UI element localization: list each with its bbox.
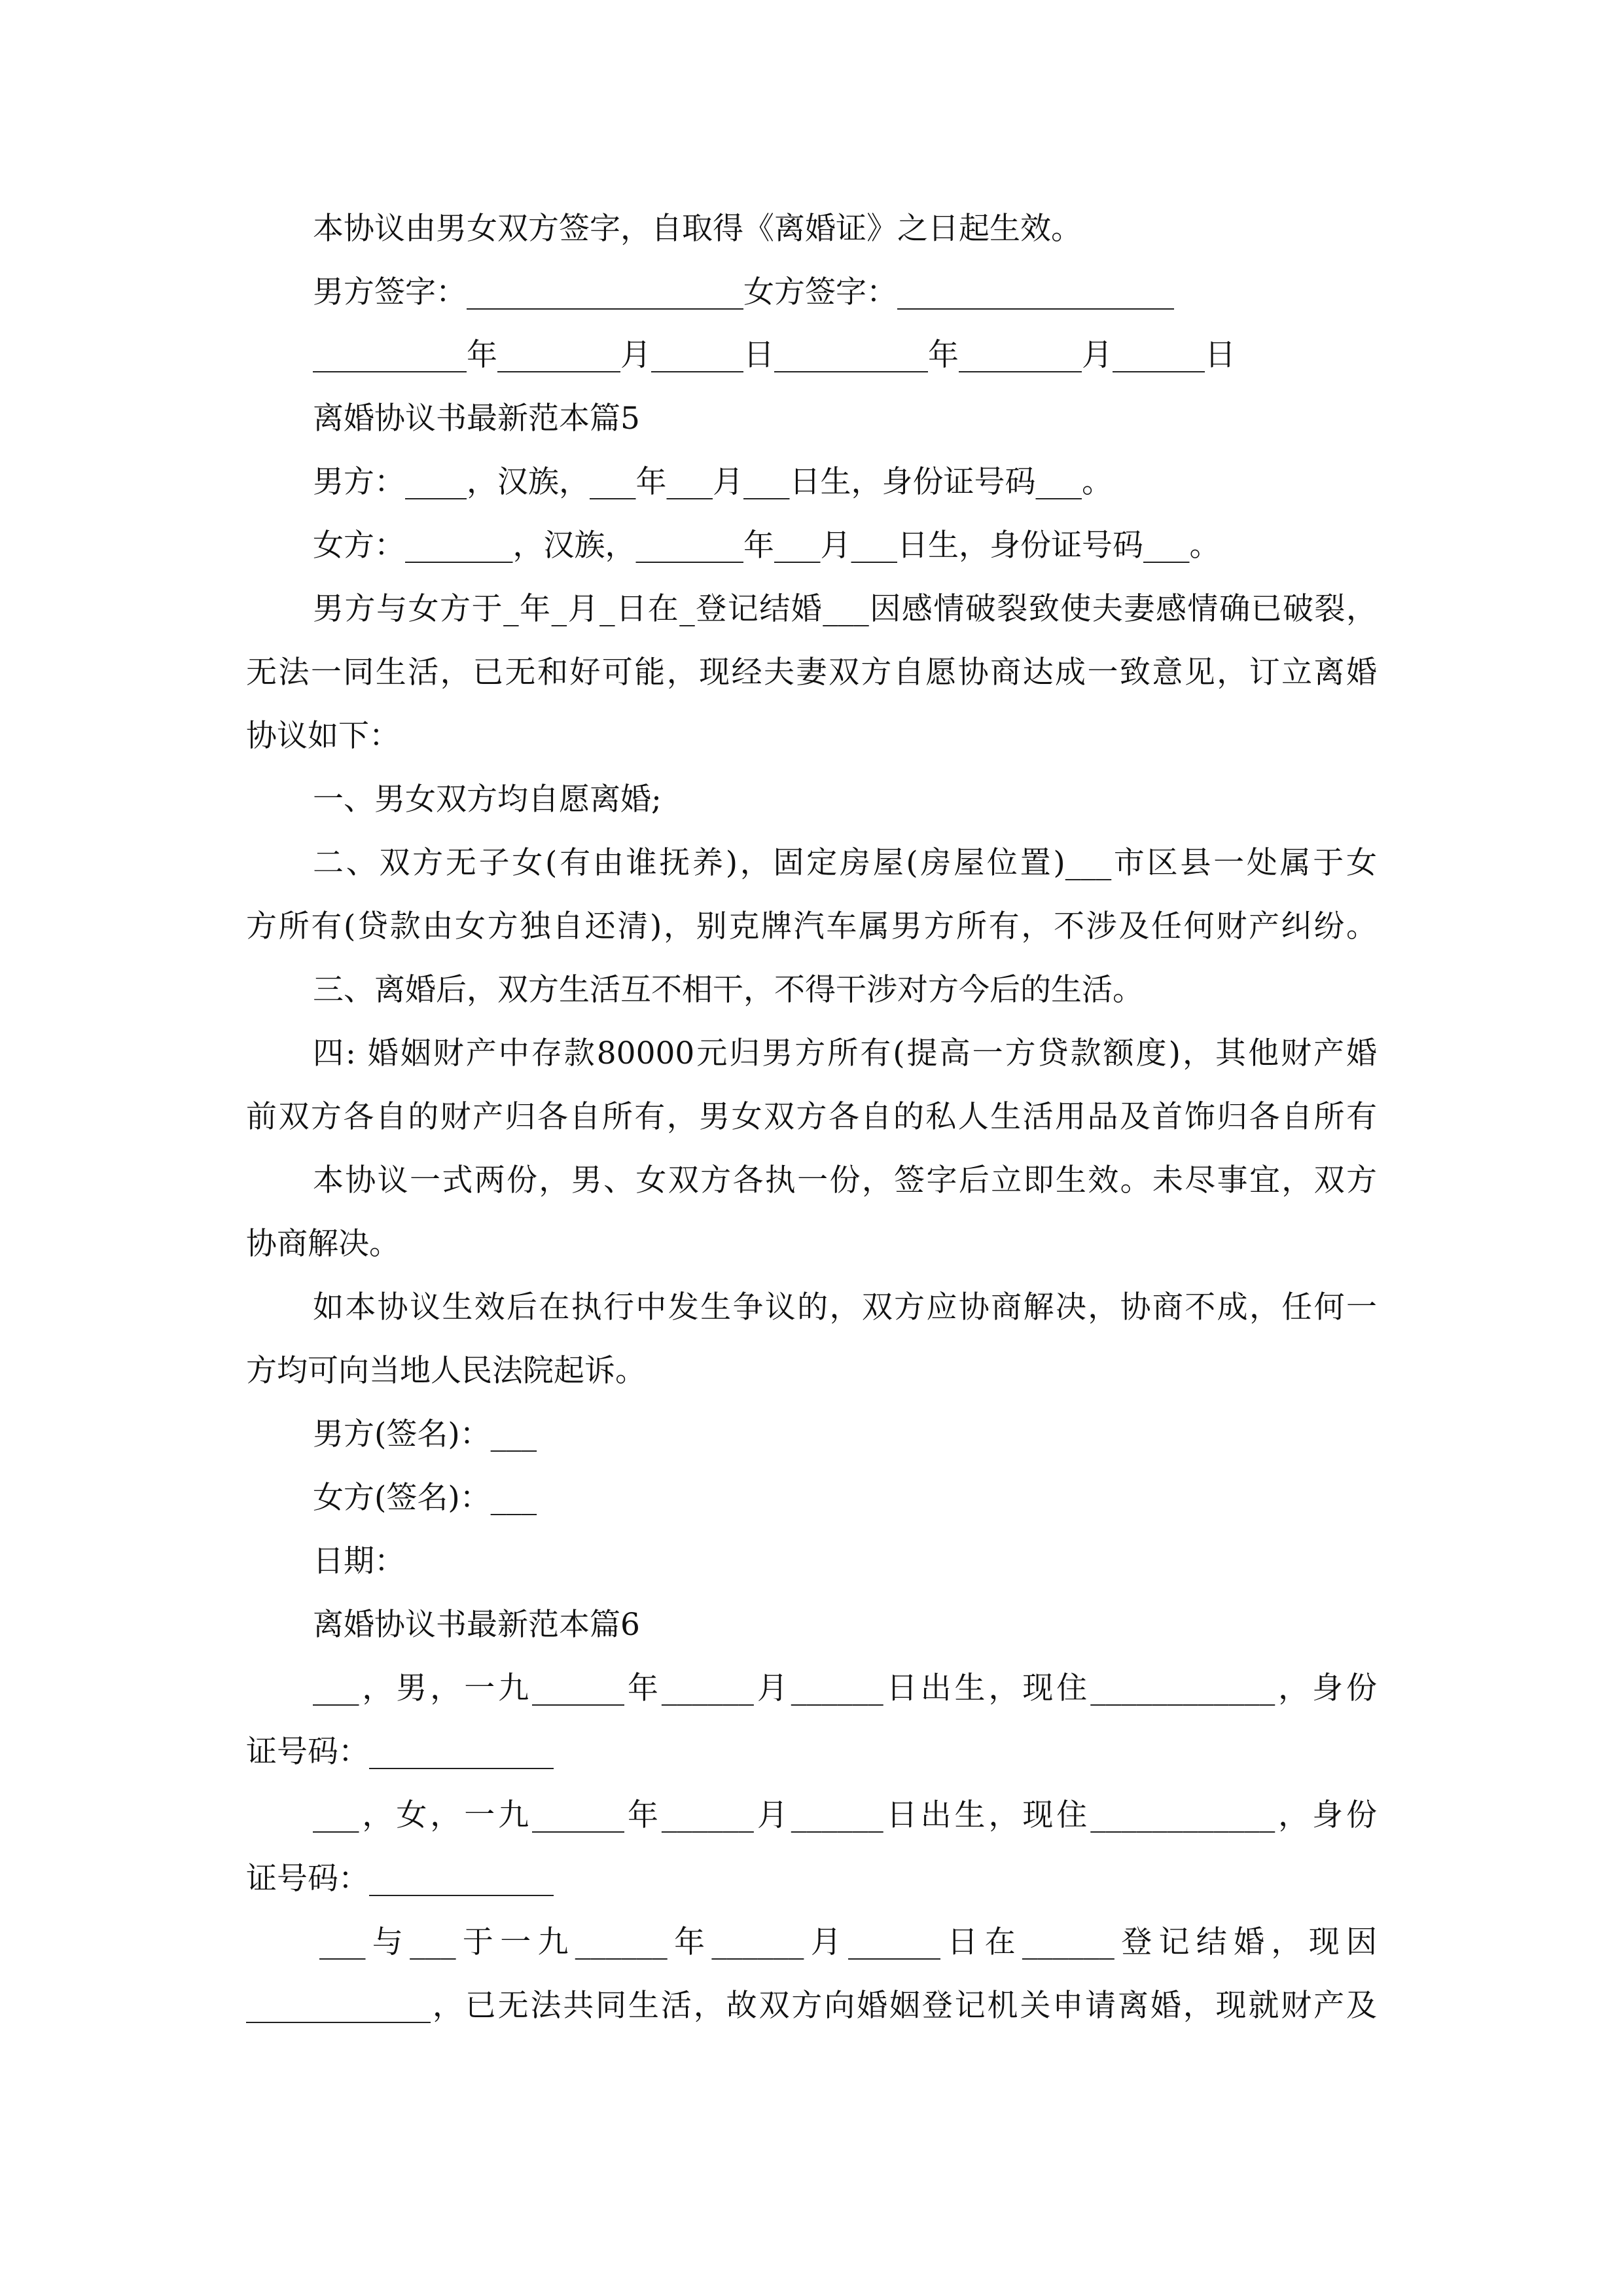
dispute-clause-cont: 方均可向当地人民法院起诉。 — [246, 1353, 646, 1389]
copies-clause-cont: 协商解决。 — [246, 1226, 400, 1262]
date-line: __________年________月______日__________年________月______日 — [313, 337, 1236, 373]
dispute-clause: 如本协议生效后在执行中发生争议的，双方应协商解决，协商不成，任何一 — [313, 1289, 1377, 1325]
clause-4: 四: 婚姻财产中存款80000元归男方所有(提高一方贷款额度)，其他财产婚 — [313, 1035, 1377, 1071]
clause-4-cont: 前双方各自的财产归各自所有，男女双方各自的私人生活用品及首饰归各自所有 — [246, 1099, 1377, 1135]
paragraph-line: 协议如下： — [246, 718, 400, 754]
paragraph-line: 无法一同生活，已无和好可能，现经夫妻双方自愿协商达成一致意见，订立离婚 — [246, 655, 1377, 691]
female-id-line: 证号码：____________ — [246, 1861, 554, 1897]
date-label: 日期： — [313, 1543, 405, 1579]
section-heading-6: 离婚协议书最新范本篇6 — [313, 1607, 640, 1643]
effective-clause: 本协议由男女双方签字，自取得《离婚证》之日起生效。 — [313, 211, 1082, 247]
paragraph-line: 男方与女方于_年_月_日在_登记结婚___因感情破裂致使夫妻感情确已破裂， — [313, 591, 1377, 627]
copies-clause: 本协议一式两份，男、女双方各执一份，签字后立即生效。未尽事宜，双方 — [313, 1162, 1377, 1198]
female-signature: 女方(签名)：___ — [313, 1480, 537, 1516]
clause-1: 一、男女双方均自愿离婚; — [313, 781, 662, 817]
clause-2-cont: 方所有(贷款由女方独自还清)，别克牌汽车属男方所有，不涉及任何财产纠纷。 — [246, 908, 1377, 944]
male-signature: 男方(签名)：___ — [313, 1416, 537, 1452]
section-heading-5: 离婚协议书最新范本篇5 — [313, 401, 640, 437]
male-party-line: ___，男，一九______年______月______日出生，现住____________，身份 — [313, 1670, 1377, 1706]
marriage-registration-cont: ____________，已无法共同生活，故双方向婚姻登记机关申请离婚，现就财产及 — [246, 1988, 1377, 2024]
marriage-registration-line: ___与___于一九______年______月______日在______登记结婚，现因 — [319, 1924, 1377, 1960]
clause-3: 三、离婚后，双方生活互不相干，不得干涉对方今后的生活。 — [313, 972, 1143, 1008]
signature-line: 男方签字：__________________女方签字：__________________ — [313, 274, 1174, 310]
female-party-info: 女方：_______，汉族，_______年___月___日生，身份证号码___。 — [313, 528, 1221, 564]
clause-2: 二、双方无子女(有由谁抚养)，固定房屋(房屋位置)___市区县一处属于女 — [313, 845, 1377, 881]
female-party-line: ___，女，一九______年______月______日出生，现住____________，身份 — [313, 1797, 1377, 1833]
male-id-line: 证号码：____________ — [246, 1734, 554, 1770]
male-party-info: 男方：____，汉族，___年___月___日生，身份证号码___。 — [313, 464, 1113, 500]
